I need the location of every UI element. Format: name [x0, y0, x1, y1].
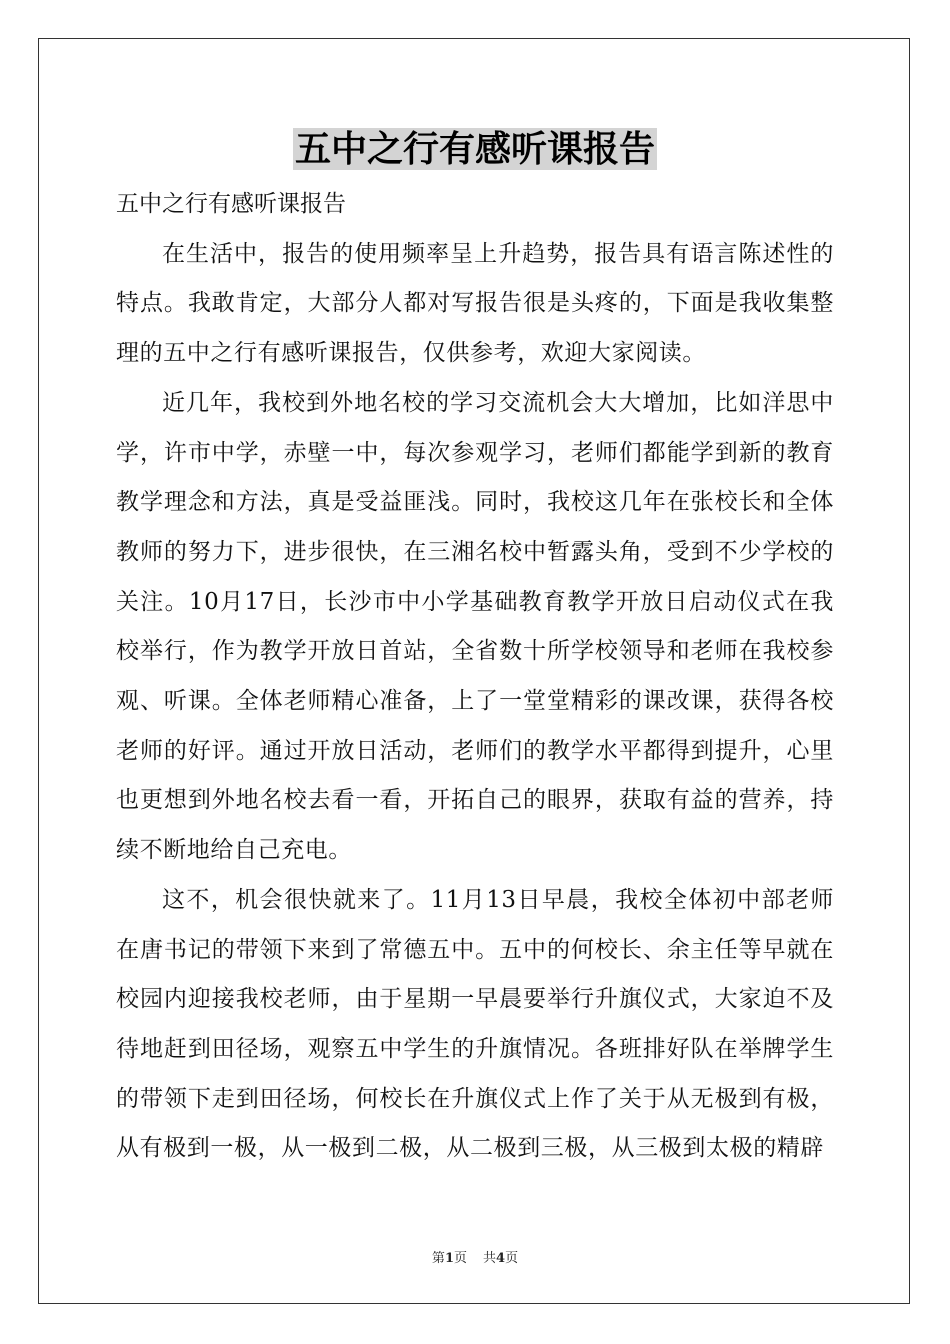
document-title-text: 五中之行有感听课报告: [294, 128, 655, 170]
page-footer: [0, 1247, 950, 1266]
document-subtitle: 五中之行有感听课报告: [116, 191, 346, 217]
footer-page-number: 1: [444, 1251, 454, 1266]
paragraph-2: 近几年，我校到外地名校的学习交流机会大大增加，比如洋思中学，许市中学，赤壁一中，每次参观学习，老师们都能学到新的教育教学理念和方法，真是受益匪浅。同时，我校这几年在张校长和全体教师的努力下，进步很快，在三湘名校中暂露头角，受到不少学校的关注。10月17日，长沙市中小学基础教育教学开放日启动仪式在我校举行，作为教学开放日首站，全省数十所学校领导和老师在我校参观、听课。全体老师精心准备，上了一堂堂精彩的课改课，获得各校老师的好评。通过开放日活动，老师们的教学水平都得到提升，心里也更想到外地名校去看一看，开拓自己的眼界，获取有益的营养，持续不断地给自己充电。: [116, 389, 834, 864]
document-body: [116, 180, 834, 1174]
paragraph-1: 在生活中，报告的使用频率呈上升趋势，报告具有语言陈述性的特点。我敢肯定，大部分人都对写报告很是头疼的，下面是我收集整理的五中之行有感听课报告，仅供参考，欢迎大家阅读。: [116, 240, 834, 367]
footer-total-pages: 4: [496, 1251, 506, 1266]
paragraph-3: 这不，机会很快就来了。11月13日早晨，我校全体初中部老师在唐书记的带领下来到了常德五中。五中的何校长、余主任等早就在校园内迎接我校老师，由于星期一早晨要举行升旗仪式，大家迫不及待地赶到田径场，观察五中学生的升旗情况。各班排好队在举牌学生的带领下走到田径场，何校长在升旗仪式上作了关于从无极到有极，从有极到一极，从一极到二极，从二极到三极，从三极到太极的精辟: [116, 886, 834, 1162]
footer-page-suffix: 页: [453, 1251, 467, 1266]
footer-page-prefix: 第: [431, 1251, 445, 1266]
footer-total-prefix: 共: [483, 1251, 497, 1266]
document-title: [0, 124, 950, 174]
footer-total-suffix: 页: [505, 1251, 519, 1266]
